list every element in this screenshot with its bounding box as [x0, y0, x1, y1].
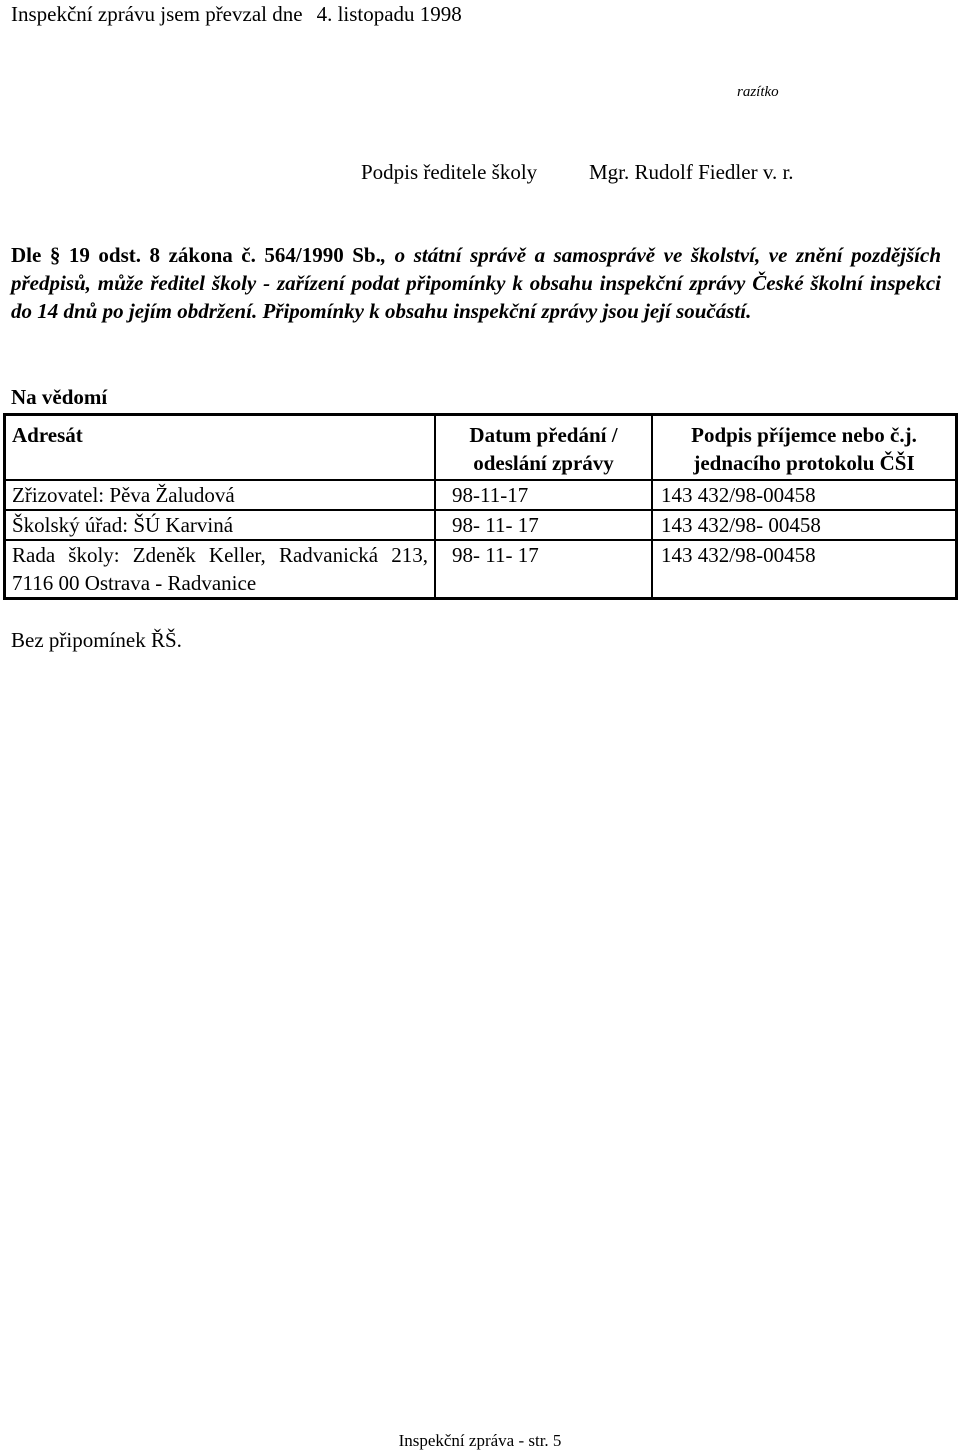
row-cislo: 143 432/98-00458	[652, 540, 957, 599]
principal-name: Mgr. Rudolf Fiedler v. r.	[589, 160, 794, 184]
header-datum: Datum předání / odeslání zprávy	[435, 415, 652, 481]
table-row	[5, 510, 957, 540]
row-datum: 98- 11- 17	[435, 510, 652, 540]
stamp-placeholder: razítko	[737, 84, 779, 100]
legal-notice	[11, 241, 941, 325]
row-cislo: 143 432/98- 00458	[652, 510, 957, 540]
principal-comments: Bez připomínek ŘŠ.	[11, 628, 182, 652]
page-footer: Inspekční zpráva - str. 5	[398, 1431, 562, 1450]
header-adresat: Adresát	[5, 415, 436, 481]
distribution-title: Na vědomí	[11, 385, 108, 409]
table-row	[5, 540, 957, 599]
received-date: 4. listopadu 1998	[316, 2, 462, 26]
row-adresat: Zřizovatel: Pěva Žaludová	[5, 480, 436, 510]
table-header-row	[5, 415, 957, 481]
principal-signature-label: Podpis ředitele školy	[361, 160, 538, 184]
distribution-table	[3, 413, 958, 600]
row-datum: 98- 11- 17	[435, 540, 652, 599]
received-label: Inspekční zprávu jsem převzal dne	[11, 2, 303, 26]
row-adresat: Školský úřad: ŠÚ Karviná	[5, 510, 436, 540]
row-datum: 98-11-17	[435, 480, 652, 510]
legal-notice-text: , o státní správě a samosprávě ve školství, ve znění pozdějších předpisů, může ředitel školy - zařízení podat připomínky k obsahu inspekční zprávy České školní inspekci do 14 dnů po jejím obdržení. Připomínky k obsahu inspekční zprávy jsou její součástí.	[11, 243, 942, 323]
received-statement	[11, 2, 462, 26]
row-cislo: 143 432/98-00458	[652, 480, 957, 510]
legal-reference: Dle § 19 odst. 8 zákona č. 564/1990 Sb.	[11, 243, 381, 267]
header-podpis: Podpis příjemce nebo č.j. jednacího protokolu ČŠI	[652, 415, 957, 481]
table-row	[5, 480, 957, 510]
row-adresat: Rada školy: Zdeněk Keller, Radvanická 213, 7116 00 Ostrava - Radvanice	[5, 540, 436, 599]
